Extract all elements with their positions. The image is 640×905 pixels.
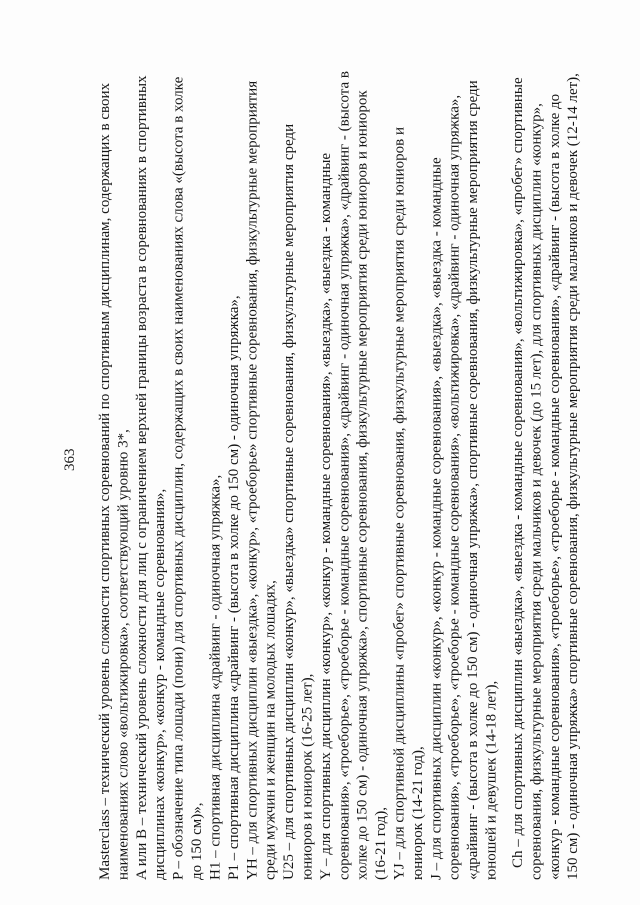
definition-yj [391,40,428,880]
definition-p1 [225,40,243,880]
text-line: YJ – для спортивной дисциплины «пробег» спортивные соревнования, физкультурные мероприятия среди юниоров и [391,127,408,880]
text-line: P1 – спортивная дисциплина «драйвинг - (высота в холке до 150 см) - одиночная упряжка», [225,295,242,880]
text-line: «драйвинг - (высота в холке до 150 см) - одиночная упряжка», спортивные соревнования, физкультурные мероприятия среди [465,80,482,880]
text-line: холке до 150 см) - одиночная упряжка», спортивные соревнования, физкультурные мероприятия среди юниоров и юниорок [354,90,371,880]
text-line: соревнования», «троеборье», «троеборье - командные соревнования», «вольтижировка», «драйвинг - одиночная упряжка», [446,94,463,880]
text-line: соревнования», «троеборье», «троеборье - командные соревнования», «драйвинг - одиночная упряжка», «драйвинг - (высота в [336,70,353,880]
text-line: U25 – для спортивных дисциплин «конкур», «выездка» спортивные соревнования, физкультурные мероприятия среди [281,123,298,880]
definition-ch [509,40,583,880]
definition-p [170,40,207,880]
text-line: Ch – для спортивных дисциплин «выездка», «выездка - командные соревнования», «вольтижировка», «пробег» спортивные [509,77,526,868]
text-line: 150 см) - одиночная упряжка» спортивные соревнования, физкультурные мероприятия среди мальчиков и девочек (12-14 лет), [565,73,582,880]
definition-h1 [206,40,224,880]
definition-a-or-b [133,40,170,880]
page-number: 363 [62,448,78,472]
definition-y [317,40,391,880]
text-line: до 150 см)», [189,802,206,880]
text-line: J – для спортивных дисциплин «конкур», «конкур - командные соревнования», «выездка», «выездка - командные [428,157,445,880]
text-line: наименованиях слово «вольтижировка», соответствующий уровню 3*, [115,429,132,880]
text-line: A или B – технический уровень сложности для лиц с ограничением верхней границы возраста в соревнованиях в спортивных [133,75,150,880]
text-line: соревнования, физкультурные мероприятия среди мальчиков и девочек (до 15 лет), для спортивных дисциплин «конкур», [528,103,545,880]
text-line: YH – для спортивных дисциплин «выездка», «конкур», «троеборье» спортивные соревнования, физкультурные мероприятия [244,80,261,880]
definition-j [427,40,501,880]
definition-yh [243,40,280,880]
definition-masterclass [96,40,133,880]
text-line: «конкур - командные соревнования», «троеборье», «троеборье - командные соревнования», «драйвинг - (высота в холке до [546,93,563,880]
text-line: H1 – спортивная дисциплина «драйвинг - одиночная упряжка», [207,474,224,880]
text-line: P – обозначение типа лошади (пони) для спортивных дисциплин, содержащих в своих наименованиях слова «(высота в холке [170,76,187,880]
text-line: юниорок (14-21 год), [409,746,426,880]
text-line: юниоров и юниорок (16-25 лет), [299,673,316,880]
text-line: (16-21 год), [373,807,390,880]
text-line: Masterclass – технический уровень сложности спортивных соревнований по спортивным дисциплинам, содержащих в своих [97,82,113,880]
text-line: дисциплинах «конкур», «конкур - командные соревнования», [152,488,169,880]
text-line: среди мужчин и женщин на молодых лошадях, [262,580,279,880]
definition-list [96,40,583,880]
definition-u25 [280,40,317,880]
text-line: Y – для спортивных дисциплин «конкур», «конкур - командные соревнования», «выездка», «выездка - командные [317,152,334,880]
text-line: юношей и девушек (14-18 лет), [483,680,500,880]
